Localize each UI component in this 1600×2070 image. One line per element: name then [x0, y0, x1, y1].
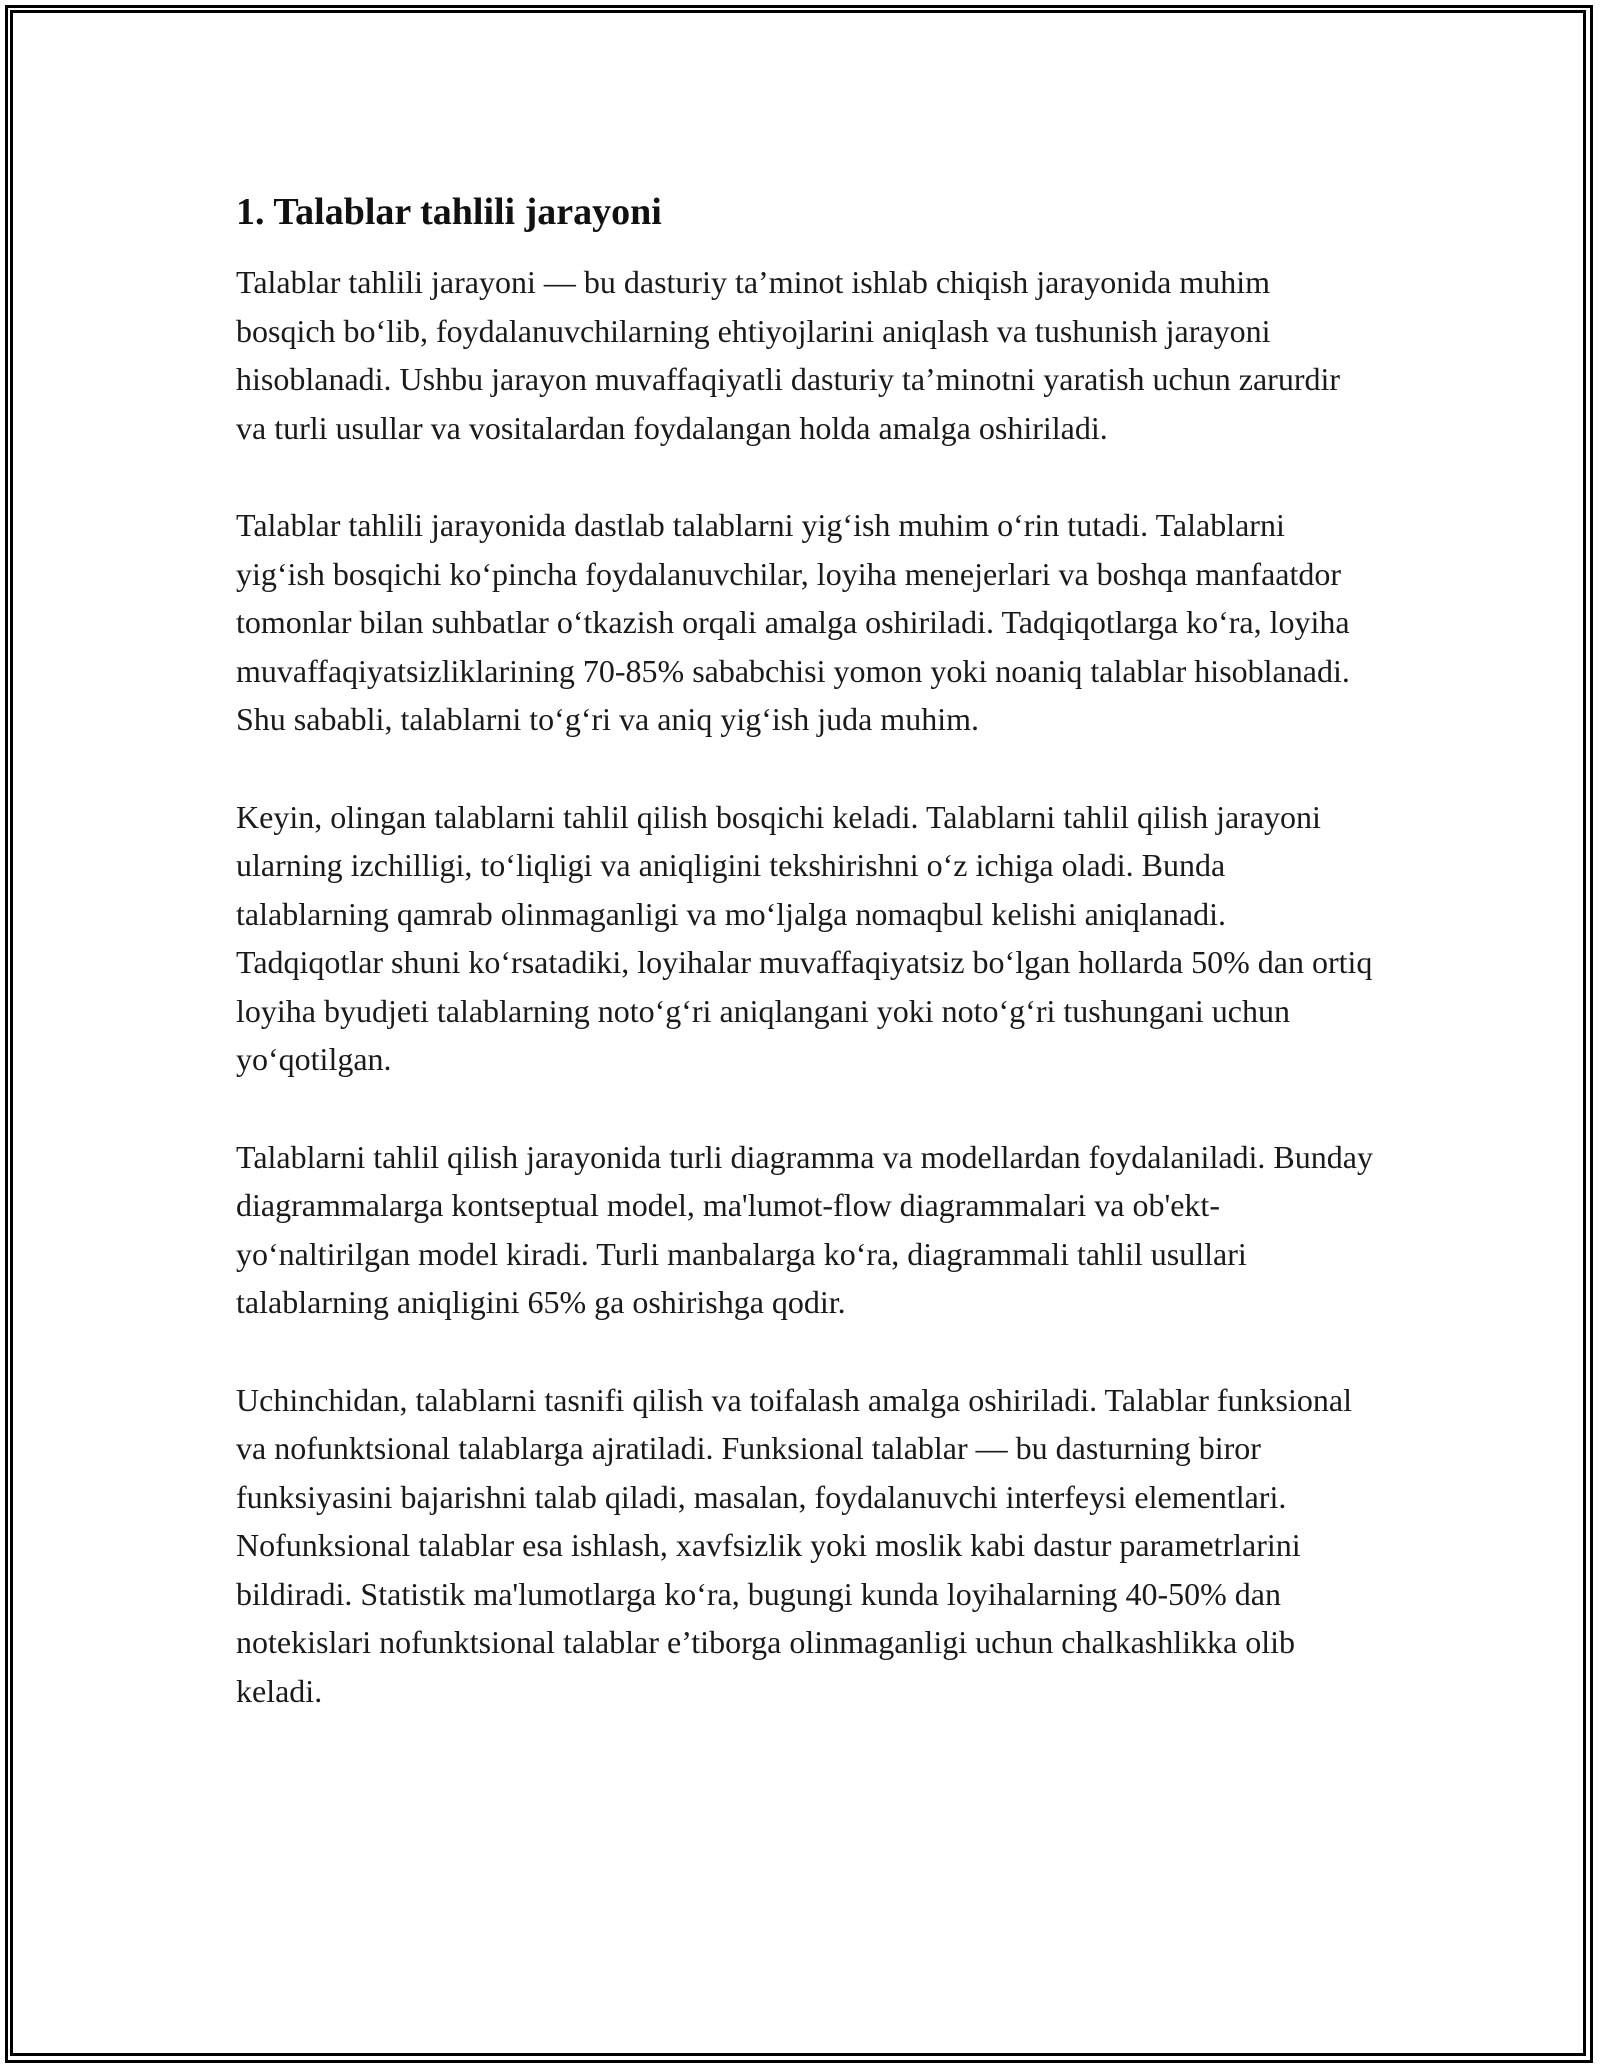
paragraph-gathering: Talablar tahlili jarayonida dastlab talablarni yig‘ish muhim o‘rin tutadi. Talablarni yig‘ish bosqichi ko‘pincha foydalanuvchilar, loyiha menejerlari va boshqa manfaatdor tomonlar bilan suhbatlar o‘tkazish orqali amalga oshiriladi. Tadqiqotlarga ko‘ra, loyiha muvaffaqiyatsizliklarining 70-85% sababchisi yomon yoki noaniq talablar hisoblanadi. Shu sababli, talablarni to‘g‘ri va aniq yig‘ish juda muhim. — [236, 507, 1350, 737]
paragraph-analysis: Keyin, olingan talablarni tahlil qilish bosqichi keladi. Talablarni tahlil qilish jarayoni ularning izchilligi, to‘liqligi va aniqligini tekshirishni o‘z ichiga oladi. Bunda talablarning qamrab olinmaganligi va mo‘ljalga nomaqbul kelishi aniqlanadi. Tadqiqotlar shuni ko‘rsatadiki, loyihalar muvaffaqiyatsiz bo‘lgan hollarda 50% dan ortiq loyiha byudjeti talablarning noto‘g‘ri aniqlangani yoki noto‘g‘ri tushungani uchun yo‘qotilgan. — [236, 798, 1373, 1077]
paragraph-classification: Uchinchidan, talablarni tasnifi qilish va toifalash amalga oshiriladi. Talablar funksional va nofunktsional talablarga ajratiladi. Funksional talablar — bu dasturning biror funksiyasini bajarishni talab qiladi, masalan, foydalanuvchi interfeysi elementlari. Nofunksional talablar esa ishlash, xavfsizlik yoki moslik kabi dastur parametrlarini bildiradi. Statistik ma'lumotlarga ko‘ra, bugungi kunda loyihalarning 40-50% dan notekislari nofunktsional talablar e’tiborga olinmaganligi uchun chalkashlikka olib keladi. — [236, 1381, 1352, 1709]
paragraph-intro: Talablar tahlili jarayoni — bu dasturiy ta’minot ishlab chiqish jarayonida muhim bosqich bo‘lib, foydalanuvchilarning ehtiyojlarini aniqlash va tushunish jarayoni hisoblanadi. Ushbu jarayon muvaffaqiyatli dasturiy ta’minotni yaratish uchun zarurdir va turli usullar va vositalardan foydalangan holda amalga oshiriladi. — [236, 264, 1341, 446]
document-body — [236, 186, 1376, 1715]
paragraph-diagrams: Talablarni tahlil qilish jarayonida turli diagramma va modellardan foydalaniladi. Bunday diagrammalarga kontseptual model, ma'lumot-flow diagrammalari va ob'ekt-yo‘naltirilgan model kiradi. Turli manbalarga ko‘ra, diagrammali tahlil usullari talablarning aniqligini 65% ga oshirishga qodir. — [236, 1138, 1373, 1320]
section-heading: 1. Talablar tahlili jarayoni — [236, 191, 662, 233]
